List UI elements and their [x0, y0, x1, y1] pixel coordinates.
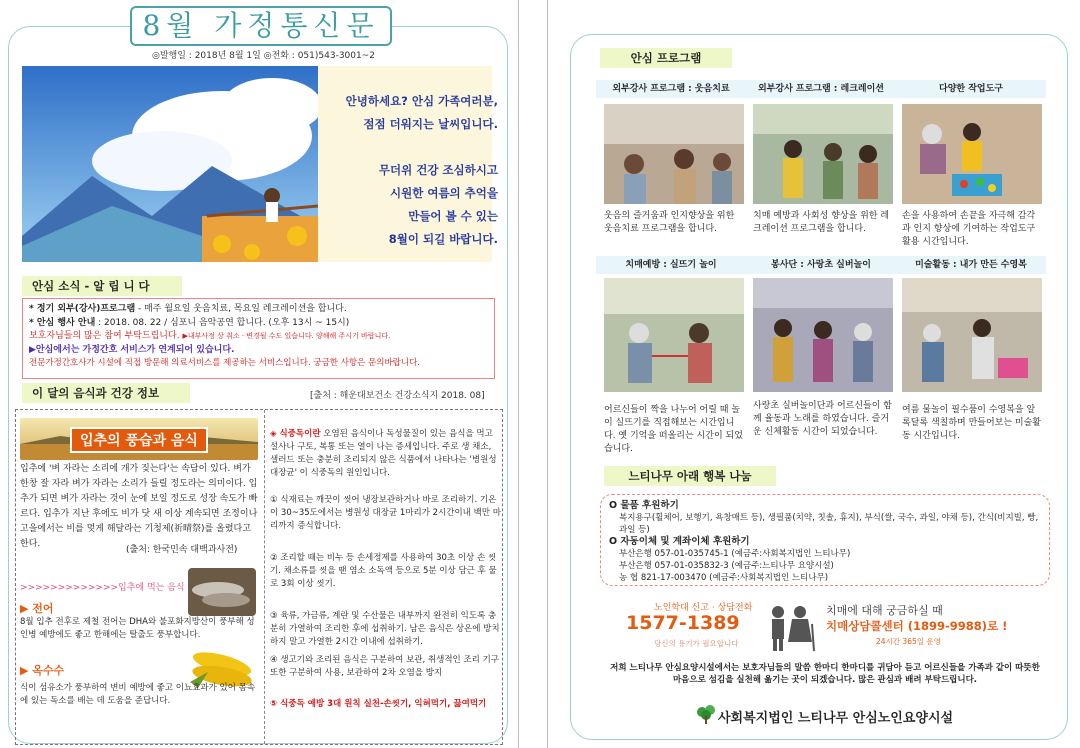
notice-item: ▶안심에서는 가정간호 서비스가 연계되어 있습니다.	[29, 344, 235, 355]
greeting-line: 시원한 여름의 추억을	[390, 186, 498, 200]
notice-item: * 안심 행사 안내 : 2018. 08. 22 / 심포니 음악공연 합니다. (오후 13시 ~ 15시)	[29, 317, 350, 328]
health-two-column	[15, 409, 503, 745]
hotline-section	[614, 598, 1044, 658]
newsletter-title: 8월 가정통신문	[142, 9, 380, 42]
swimsuit-craft-photo	[902, 278, 1042, 392]
program-caption: 외부강사 프로그램 : 웃음치료	[596, 80, 746, 98]
food-poisoning-tip: ④ 생고기와 조리된 음식은 구분하여 보관, 취생적인 조리 기구 또한 구분하여 사용, 보관하여 2차 오염을 방지	[270, 655, 500, 678]
donation-goods-heading: O 물품 후원하기	[609, 500, 679, 511]
notice-item: * 정기 외부(강사)프로그램 - 매주 월요일 웃음치료, 목요일 레크레이션을 합니다.	[29, 304, 347, 314]
summer-landscape-illustration	[22, 66, 318, 262]
notice-item: 보호자님들의 많은 참여 부탁드립니다. ▶내부사정 상 취소 · 변경될 수도 있습니다. 양해해 주시기 바랍니다.	[29, 331, 391, 341]
ipchu-text: 입추에 '벼 자라는 소리에 개가 짖는다'는 속담이 있다. 벼가 한창 잘 자라 벼가 자라는 소리가 들릴 정도라는 의미이다. 입추가 되면 벼가 자라는 것이 눈에 보일 정도로 성장 속도가 빠르다. 입추가 지난 후에도 비가 닷 새 이상 계속되면 조정이나 고을에서는 비를 멎게 해달라는 기청제(祈晴祭)를 올렸다고 한다.	[20, 464, 258, 549]
tree-logo-icon	[696, 704, 716, 724]
greeting-line: 무더위 건강 조심하시고	[378, 163, 498, 177]
health-source: [출처 : 해운대보건소 건강소식지 2018. 08]	[310, 391, 485, 401]
laughter-therapy-photo	[604, 104, 744, 204]
food1-name: ▶ 전어	[20, 602, 54, 615]
work-tools-photo	[902, 104, 1042, 204]
bank-account: 농 협 821-17-003470 (예금주:사회복지법인 느티나무)	[619, 573, 829, 583]
ipchu-source: (출처: 한국민속 대백과사전)	[126, 545, 238, 555]
program-description: 치매 예방과 사회성 향상을 위한 레크레이션 프로그램을 합니다.	[753, 211, 890, 234]
recreation-photo	[753, 104, 893, 204]
program-caption: 외부강사 프로그램 : 레크레이션	[746, 80, 896, 98]
elder-abuse-hotline-number: 1577-1389	[626, 612, 740, 634]
bank-account: 부산은행 057-01-035745-1 (예금주:사회복지법인 느티나무)	[619, 549, 851, 559]
donation-box	[600, 494, 1050, 586]
greeting-line: 안녕하세요? 안심 가족여러분,	[345, 94, 498, 108]
program-caption: 봉사단 : 사랑초 실버놀이	[746, 256, 896, 274]
program-description: 웃음의 즐거움과 인지향상을 위한 웃음치료 프로그램을 합니다.	[604, 211, 735, 234]
food-poisoning-tip: ⑤ 식중독 예방 3대 원칙 실천-손씻기, 익혀먹기, 끓여먹기	[270, 699, 487, 709]
dementia-center-hours: 24시간 365일 운영	[876, 637, 941, 646]
issue-info: ◎발행일 : 2018년 8월 1일 ◎전화 : 051)543-3001~2	[152, 51, 375, 61]
food-poisoning-tip: ① 식재료는 깨끗이 씻어 냉장보관하거나 바로 조리하기. 기온이 30~35도에서는 병원성 대장균 1마리가 2시간이내 백만 마리까지 증식합니다.	[270, 495, 501, 531]
food-poisoning-tip: ② 조리할 때는 비누 등 손세정제를 사용하여 30초 이상 손 씻기. 채소류를 씻을 땐 염소 소독액 등으로 5분 이상 담근 후 물로 3회 이상 씻기.	[270, 553, 497, 589]
dementia-center-number: 치매상담콜센터 (1899-9988)로 !	[826, 619, 1008, 633]
elderly-couple-icon	[762, 604, 816, 652]
food1-text: 8월 입추 전후로 제철 전어는 DHA와 불포화지방산이 풍부해 성인병 예방에도 좋고 한해에는 탈출도 풍부합니다.	[20, 617, 255, 640]
organization-name: 사회복지법인 느티나무 안심노인요양시설	[718, 711, 954, 726]
food2-name: ▶ 옥수수	[20, 664, 65, 677]
hotline-slogan: 당신의 용기가 필요합니다	[654, 639, 739, 648]
notice-item: 전문가정간호사가 시설에 직접 방문해 의료서비스를 제공하는 서비스입니다. 궁금한 사항은 문의바랍니다.	[29, 358, 421, 368]
greeting-line	[322, 136, 498, 159]
food-poisoning-intro: ◈ 식중독이란 오염된 음식이나 독성물질이 있는 음식을 먹고 설사나 구토, 복통 또는 열이 나는 증세입니다. 주로 생 채소, 샐러드 또는 충분히 조리되지 않은 식품에서 나타나는 '병원성대장균' 이 식중독의 원인입니다.	[270, 429, 497, 478]
page-gutter	[518, 0, 548, 748]
greeting-line: 8월이 되길 바랍니다.	[388, 232, 498, 246]
greeting-line: 점점 더워지는 날씨입니다.	[363, 117, 498, 131]
greeting-line: 만들어 볼 수 있는	[408, 209, 498, 223]
bank-account: 부산은행 057-01-035832-3 (예금주:느티나무 요양시설)	[619, 561, 834, 571]
program-description: 사랑초 실버놀이단과 어르신들이 함께 율동과 노래를 하였습니다. 즐거운 신체활동 시간이 되었습니다.	[753, 401, 892, 437]
string-game-photo	[604, 278, 744, 392]
elder-abuse-hotline-label: 노인학대 신고 · 상담전화	[654, 603, 753, 613]
donation-goods-text: 복지용구(휠체어, 보행기, 욕창매트 등), 생필품(치약, 칫솔, 휴지), 부식(쌀, 국수, 과일, 야채 등), 간식(비지빌, 빵, 과일 등)	[619, 513, 1039, 535]
food-poisoning-tip: ③ 육류, 가금류, 계란 및 수산물은 내부까지 완전히 익도록 충분히 가열하여 조리한 후에 섭취하기. 남은 음식은 상온에 방치하지 말고 가열한 2시간 이내에 섭취하기.	[270, 611, 500, 647]
silver-play-photo	[753, 278, 893, 392]
health-section-label: 이 달의 음식과 건강 정보	[22, 383, 190, 403]
greeting-message	[322, 90, 498, 251]
ipchu-banner-title: 입추의 풍습과 음식	[70, 427, 208, 453]
share-section-label: 느티나무 아래 행복 나눔	[604, 466, 776, 486]
newsletter-title-box	[130, 6, 392, 46]
program-description: 어르신들이 짝을 나누어 어릴 때 놀이 실뜨기를 직접해보는 시간입니다. 옛 기억을 떠올리는 시간이 되었습니다.	[604, 405, 743, 454]
food-heading: >>>>>>>>>>>>>입추에 먹는 음식	[20, 583, 185, 593]
hero-section	[22, 66, 498, 262]
news-section-label: 안심 소식 - 알 립 니 다	[22, 276, 182, 296]
program-description: 여름 물놀이 필수품이 수영복을 알록달록 색칠하며 만들어보는 미술활동 시간입니다.	[902, 405, 1041, 441]
program-caption: 치매예방 : 실뜨기 놀이	[596, 256, 746, 274]
ipchu-banner	[20, 418, 258, 460]
donation-transfer-heading: O 자동이체 및 계좌이체 후원하기	[609, 536, 750, 547]
column-divider	[264, 410, 265, 744]
newsletter-page-1	[0, 0, 518, 748]
notice-box	[22, 298, 495, 379]
program-caption: 다양한 작업도구	[896, 80, 1046, 98]
program-description: 손을 사용하여 손끝을 자극해 감각과 인지 향상에 기여하는 작업도구 활용 시간입니다.	[902, 211, 1036, 247]
program-section-label: 안심 프로그램	[600, 48, 732, 68]
dementia-question: 치매에 대해 궁금하실 때	[826, 604, 943, 617]
program-caption: 미술활동 : 내가 만든 수영복	[896, 256, 1046, 274]
footer-message: 저희 느티나무 안심요양시설에서는 보호자님들의 말씀 한마디 한마디를 귀담아 듣고 어르신들을 가족과 같이 따뜻한 마음으로 섬김을 실천해 옮기는 곳이 되겠습니다. 많은 관심과 배려 부탁드립니다.	[610, 663, 1040, 685]
jeoneo-fish-photo	[188, 568, 256, 616]
program-grid	[596, 80, 1046, 393]
food2-text: 식이 섬유소가 풍부하여 변비 예방에 좋고 이뇨효과가 있어 몸속에 있는 독소를 배는 데 도움을 준답니다.	[20, 683, 256, 706]
